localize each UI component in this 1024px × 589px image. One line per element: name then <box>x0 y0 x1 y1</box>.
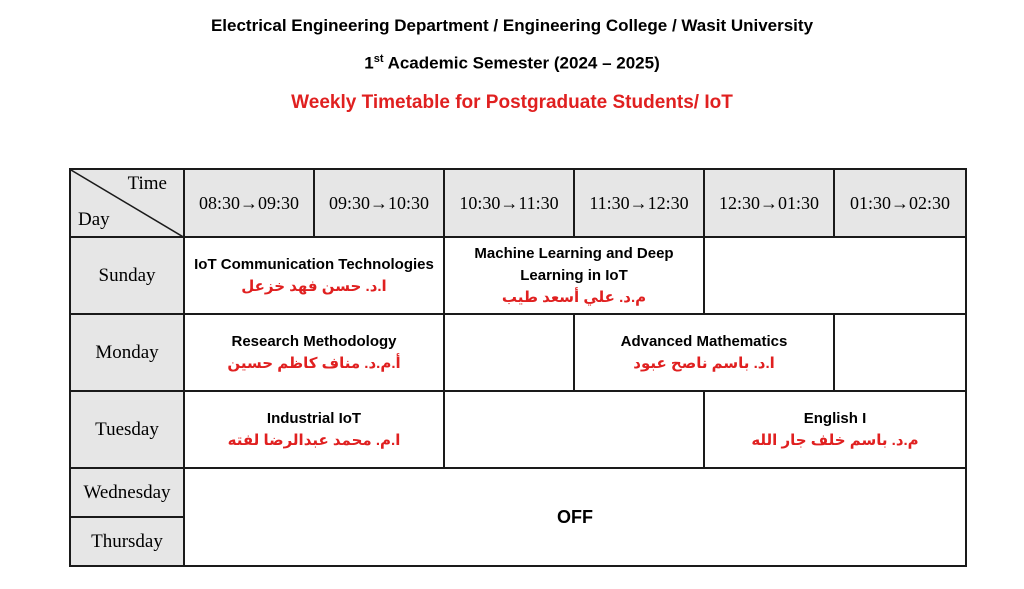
sunday-class-2 <box>444 237 704 314</box>
course-name: Research Methodology <box>231 332 397 350</box>
sunday-class-1 <box>184 237 444 314</box>
sunday-empty <box>704 237 966 314</box>
wednesday-row <box>70 468 966 517</box>
off-block: OFF <box>184 468 966 566</box>
day-sunday: Sunday <box>70 237 184 314</box>
time-slot-5: 12:30→01:30 <box>704 169 834 237</box>
day-wednesday: Wednesday <box>70 468 184 517</box>
semester-heading <box>0 53 1024 74</box>
monday-empty-1 <box>444 314 574 391</box>
monday-class-1 <box>184 314 444 391</box>
monday-class-2 <box>574 314 834 391</box>
day-monday: Monday <box>70 314 184 391</box>
timetable <box>69 168 967 567</box>
tuesday-class-2 <box>704 391 966 468</box>
department-heading: Electrical Engineering Department / Engineering College / Wasit University <box>210 16 814 35</box>
tuesday-row <box>70 391 966 468</box>
instructor-name: ا.د. حسن فهد خزعل <box>241 277 387 295</box>
tuesday-class-1 <box>184 391 444 468</box>
corner-day-label: Day <box>78 209 110 230</box>
time-slot-2: 09:30→10:30 <box>314 169 444 237</box>
semester-ordinal: st <box>373 53 384 65</box>
time-slot-4: 11:30→12:30 <box>574 169 704 237</box>
time-slot-3: 10:30→11:30 <box>444 169 574 237</box>
course-name: Industrial IoT <box>266 409 362 427</box>
timetable-title: Weekly Timetable for Postgraduate Students/ IoT <box>291 92 733 113</box>
course-name: English I <box>803 409 867 427</box>
instructor-name: م.د. باسم خلف جار الله <box>751 431 919 449</box>
course-name: IoT Communication Technologies <box>194 255 434 273</box>
corner-time-label: Time <box>127 173 167 194</box>
time-slot-1: 08:30→09:30 <box>184 169 314 237</box>
day-thursday: Thursday <box>70 517 184 566</box>
sunday-row <box>70 237 966 314</box>
time-slot-6: 01:30→02:30 <box>834 169 966 237</box>
day-tuesday: Tuesday <box>70 391 184 468</box>
course-name: Machine Learning and Deep Learning in IoT <box>474 244 674 284</box>
instructor-name: م.د. علي أسعد طيب <box>501 288 647 306</box>
semester-number: 1 <box>364 53 374 73</box>
instructor-name: أ.م.د. مناف كاظم حسين <box>227 354 401 372</box>
instructor-name: ا.م. محمد عبدالرضا لفته <box>227 431 401 449</box>
semester-text: Academic Semester (2024 – 2025) <box>383 53 660 73</box>
instructor-name: ا.د. باسم ناصح عبود <box>633 354 775 372</box>
monday-row <box>70 314 966 391</box>
course-name: Advanced Mathematics <box>620 332 788 350</box>
time-header-row <box>70 169 966 237</box>
corner-cell <box>70 169 184 237</box>
monday-empty-2 <box>834 314 966 391</box>
tuesday-empty <box>444 391 704 468</box>
